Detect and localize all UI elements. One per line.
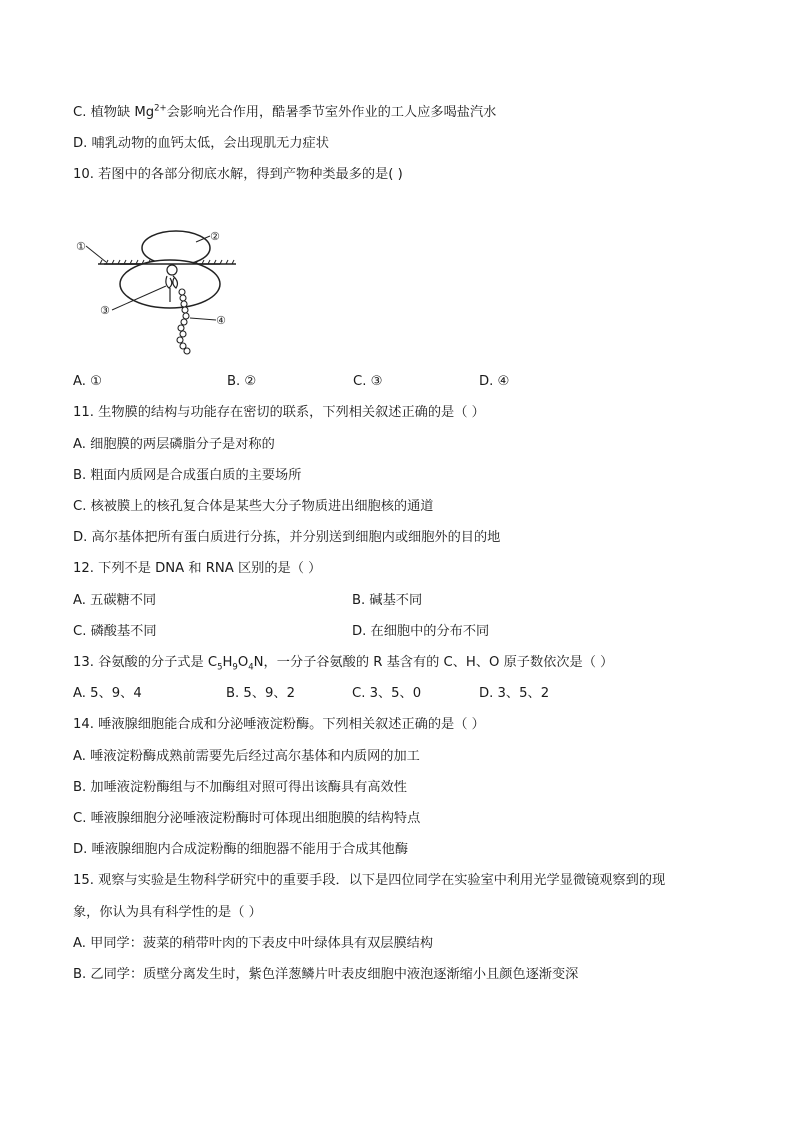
q11-option-c: C. 核被膜上的核孔复合体是某些大分子物质进出细胞核的通道	[73, 499, 434, 514]
q13-option-b: B. 5、9、2	[226, 686, 295, 701]
q11-option-a: A. 细胞膜的两层磷脂分子是对称的	[73, 437, 275, 452]
q9-option-c-pre: C. 植物缺 Mg	[73, 105, 155, 120]
q11-option-d: D. 高尔基体把所有蛋白质进行分拣，并分别送到细胞内或细胞外的目的地	[73, 530, 501, 545]
q9-option-c-sup: 2+	[154, 103, 167, 114]
q9-option-d: D. 哺乳动物的血钙太低，会出现肌无力症状	[73, 136, 329, 151]
trna-head	[167, 265, 177, 275]
q12-option-b: B. 碱基不同	[352, 593, 423, 608]
q11-option-b: B. 粗面内质网是合成蛋白质的主要场所	[73, 468, 302, 483]
q10-stem: 10. 若图中的各部分彻底水解，得到产物种类最多的是( )	[73, 167, 403, 182]
q13-option-d: D. 3、5、2	[479, 686, 550, 701]
q12-option-c: C. 磷酸基不同	[73, 624, 157, 639]
q10-option-b: B. ②	[227, 374, 257, 389]
q14-stem: 14. 唾液腺细胞能合成和分泌唾液淀粉酶。下列相关叙述正确的是（ ）	[73, 717, 485, 732]
q13-stem: 13. 谷氨酸的分子式是 $C_5H_9O_4N$，一分子谷氨酸的 R 基含有的 C、H、O 原子数依次是（ ）	[73, 655, 614, 673]
membrane-protein-figure	[70, 222, 240, 362]
q10-option-d: D. ④	[479, 374, 510, 389]
q15-stem-line1: 15. 观察与实验是生物科学研究中的重要手段．以下是四位同学在实验室中利用光学显微镜观察到的现	[73, 873, 666, 888]
figure-label-1: ①	[76, 240, 86, 253]
q11-stem: 11. 生物膜的结构与功能存在密切的联系，下列相关叙述正确的是（ ）	[73, 405, 485, 420]
q10-option-c: C. ③	[353, 374, 383, 389]
membrane-protein-diagram	[70, 222, 240, 362]
q10-option-a: A. ①	[73, 374, 102, 389]
q9-option-c-post: 会影响光合作用，酷暑季节室外作业的工人应多喝盐汽水	[166, 105, 497, 120]
q15-stem-line2: 象，你认为具有科学性的是（ ）	[73, 905, 262, 920]
q14-option-b: B. 加唾液淀粉酶组与不加酶组对照可得出该酶具有高效性	[73, 780, 407, 795]
figure-label-2: ②	[210, 230, 220, 243]
q12-option-d: D. 在细胞中的分布不同	[352, 624, 490, 639]
figure-label-4: ④	[216, 314, 226, 327]
q15-option-b: B. 乙同学：质壁分离发生时，紫色洋葱鳞片叶表皮细胞中液泡逐渐缩小且颜色逐渐变深	[73, 967, 579, 982]
q14-option-a: A. 唾液淀粉酶成熟前需要先后经过高尔基体和内质网的加工	[73, 749, 420, 764]
q13-option-c: C. 3、5、0	[352, 686, 422, 701]
figure-label-3: ③	[100, 304, 110, 317]
q14-option-d: D. 唾液腺细胞内合成淀粉酶的细胞器不能用于合成其他酶	[73, 842, 409, 857]
q12-option-a: A. 五碳糖不同	[73, 593, 157, 608]
q15-option-a: A. 甲同学：菠菜的稍带叶肉的下表皮中叶绿体具有双层膜结构	[73, 936, 434, 951]
q13-option-a: A. 5、9、4	[73, 686, 142, 701]
q12-stem: 12. 下列不是 DNA 和 RNA 区别的是（ ）	[73, 561, 322, 576]
q14-option-c: C. 唾液腺细胞分泌唾液淀粉酶时可体现出细胞膜的结构特点	[73, 811, 421, 826]
q9-option-c	[73, 104, 496, 122]
